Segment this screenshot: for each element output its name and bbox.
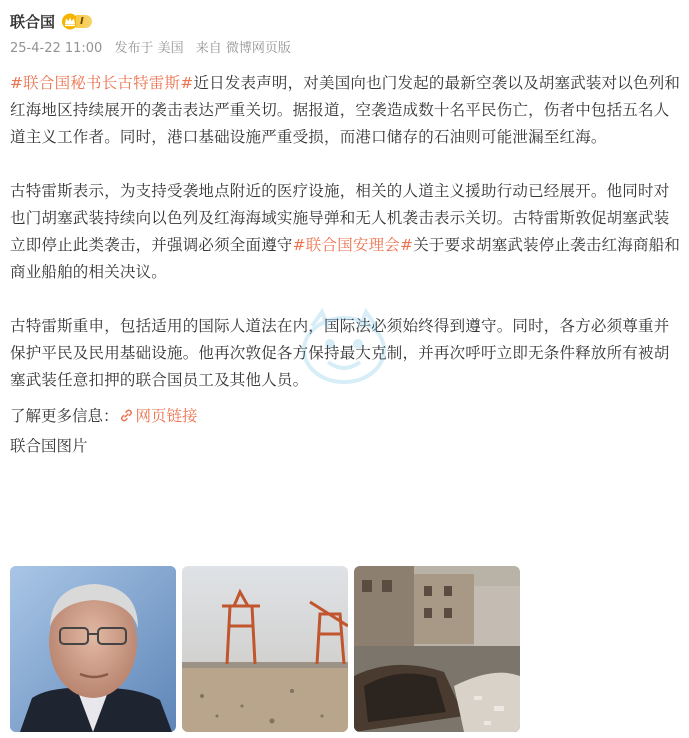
post-meta: [10, 38, 682, 60]
post-source: 来自 微博网页版: [195, 41, 291, 56]
paragraph-2-text-after: 关于要求胡塞武装停止袭击红海商船和商业船舶的相关决议。: [10, 236, 681, 281]
paragraph-1-text: 近日发表声明，对美国向也门发起的最新空袭以及胡塞武装对以色列和红海地区持续展开的袭击表达严重关切。据报道，空袭造成数十名平民伤亡，伤者中包括五名人道主义工作者。同时，港口基础设施严重受损，而港口储存的石油则可能泄漏至红海。: [10, 74, 681, 146]
link-icon: [119, 408, 134, 423]
paragraph-1: [10, 70, 682, 151]
topic-link-secretary-general[interactable]: #联合国秘书长古特雷斯#: [10, 74, 194, 92]
watermark-logo: [288, 302, 400, 392]
image-caption: 联合国图片: [10, 437, 88, 455]
topic-link-security-council[interactable]: #联合国安理会#: [292, 236, 414, 254]
image-portrait[interactable]: [10, 566, 176, 732]
vip-badge[interactable]: [61, 13, 92, 30]
image-port-cranes[interactable]: [182, 566, 348, 732]
post-time[interactable]: 25-4-22 11:00: [10, 41, 103, 56]
more-info: [10, 403, 682, 430]
image-destroyed-street[interactable]: [354, 566, 520, 732]
web-link[interactable]: [119, 407, 198, 425]
image-grid: [10, 566, 520, 732]
web-link-label: 网页链接: [135, 407, 198, 425]
more-info-label: 了解更多信息：: [10, 407, 119, 425]
post-location: 发布于 美国: [114, 41, 184, 56]
author-name[interactable]: 联合国: [10, 12, 56, 31]
paragraph-2: [10, 178, 682, 286]
vip-level: I: [76, 15, 92, 28]
paragraph-3: 古特雷斯重申，包括适用的国际人道法在内，国际法必须始终得到遵守。同时，各方必须尊重并保护平民及民用基础设施。他再次敦促各方保持最大克制，并再次呼吁立即无条件释放所有被胡塞武装任意扣押的联合国员工及其他人员。: [10, 317, 670, 389]
paragraph-2-text-before: 古特雷斯表示，为支持受袭地点附近的医疗设施，相关的人道主义援助行动已经展开。他同时对也门胡塞武装持续向以色列及红海海域实施导弹和无人机袭击表示关切。古特雷斯敦促胡塞武装立即停止此类袭击，并强调必须全面遵守: [10, 182, 670, 254]
